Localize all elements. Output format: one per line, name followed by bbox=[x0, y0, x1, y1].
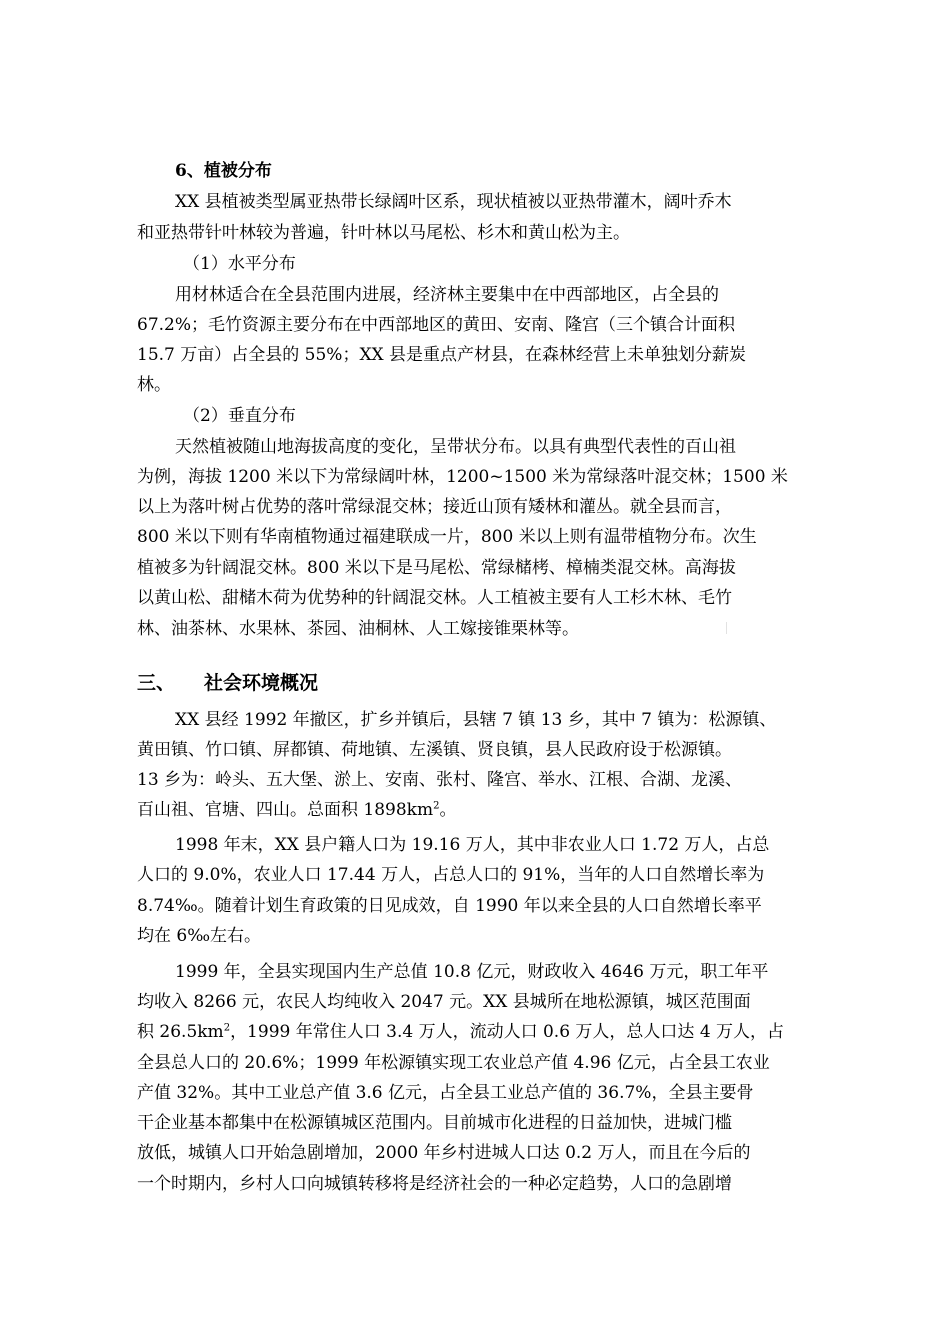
section-number: 三、 bbox=[137, 672, 176, 694]
social-para2-line: 人口的 9.0%，农业人口 17.44 万人，占总人口的 91%，当年的人口自然增长率为 bbox=[137, 865, 765, 885]
margin-mark bbox=[726, 622, 727, 634]
social-para3-line: 放低，城镇人口开始急剧增加，2000 年乡村进城人口达 0.2 万人，而且在今后的 bbox=[137, 1143, 751, 1163]
area-text-tail: 。 bbox=[439, 800, 457, 820]
social-para3-line: 均收入 8266 元，农民人均纯收入 2047 元。XX 县城所在地松源镇，城区范围面 bbox=[137, 992, 751, 1012]
social-para3-line: 一个时期内，乡村人口向城镇转移将是经济社会的一种必定趋势，人口的急剧增 bbox=[137, 1174, 732, 1194]
vertical-heading: （2）垂直分布 bbox=[183, 406, 296, 426]
vertical-line: 以上为落叶树占优势的落叶常绿混交林；接近山顶有矮林和灌丛。就全县而言， bbox=[137, 497, 732, 517]
horizontal-line: 用材林适合在全县范围内进展，经济林主要集中在中西部地区，占全县的 bbox=[175, 285, 719, 305]
city-area-text: 积 26.5km bbox=[137, 1022, 224, 1042]
horizontal-line: 林。 bbox=[137, 375, 171, 395]
social-para1-line bbox=[137, 798, 456, 822]
vegetation-heading: 6、植被分布 bbox=[175, 161, 272, 181]
social-para2-line: 8.74‰。随着计划生育政策的日见成效，自 1990 年以来全县的人口自然增长率平 bbox=[137, 896, 762, 916]
social-para1-line: 13 乡为：岭头、五大堡、淤上、安南、张村、隆宫、举水、江根、合湖、龙溪、 bbox=[137, 770, 743, 790]
vegetation-intro-line: XX 县植被类型属亚热带长绿阔叶区系，现状植被以亚热带灌木，阔叶乔木 bbox=[175, 192, 732, 212]
vertical-line: 天然植被随山地海拔高度的变化，呈带状分布。以具有典型代表性的百山祖 bbox=[175, 437, 736, 457]
social-para3-line: 产值 32%。其中工业总产值 3.6 亿元，占全县工业总产值的 36.7%，全县主要骨 bbox=[137, 1083, 754, 1103]
social-para3-line: 1999 年，全县实现国内生产总值 10.8 亿元，财政收入 4646 万元，职工年平 bbox=[175, 962, 769, 982]
section-title: 社会环境概况 bbox=[204, 672, 319, 694]
horizontal-heading: （1）水平分布 bbox=[183, 254, 296, 274]
city-area-superscript: 2 bbox=[223, 1022, 231, 1034]
social-para1-line: XX 县经 1992 年撤区，扩乡并镇后，县辖 7 镇 13 乡，其中 7 镇为：松源镇、 bbox=[175, 710, 777, 730]
social-para2-line: 1998 年末，XX 县户籍人口为 19.16 万人，其中非农业人口 1.72 万人，占总 bbox=[175, 835, 770, 855]
horizontal-line: 67.2%；毛竹资源主要分布在中西部地区的黄田、安南、隆宫（三个镇合计面积 bbox=[137, 315, 736, 335]
horizontal-line: 15.7 万亩）占全县的 55%；XX 县是重点产材县，在森林经营上未单独划分薪炭 bbox=[137, 345, 747, 365]
social-para3-line: 全县总人口的 20.6%；1999 年松源镇实现工农业总产值 4.96 亿元，占全县工农业 bbox=[137, 1053, 770, 1073]
section-heading bbox=[137, 670, 318, 696]
area-text: 百山祖、官塘、四山。总面积 1898km bbox=[137, 800, 434, 820]
vegetation-intro-line: 和亚热带针叶林较为普遍，针叶林以马尾松、杉木和黄山松为主。 bbox=[137, 223, 630, 243]
social-para1-line: 黄田镇、竹口镇、屏都镇、荷地镇、左溪镇、贤良镇，县人民政府设于松源镇。 bbox=[137, 740, 732, 760]
vertical-line: 林、油茶林、水果林、茶园、油桐林、人工嫁接锥栗林等。 bbox=[137, 619, 579, 639]
vertical-line: 800 米以下则有华南植物通过福建联成一片，800 米以上则有温带植物分布。次生 bbox=[137, 527, 757, 547]
social-para3-line: 干企业基本都集中在松源镇城区范围内。目前城市化进程的日益加快，进城门槛 bbox=[137, 1113, 732, 1133]
vertical-line: 以黄山松、甜槠木荷为优势种的针阔混交林。人工植被主要有人工杉木林、毛竹 bbox=[137, 588, 732, 608]
vertical-line: 植被多为针阔混交林。800 米以下是马尾松、常绿槠栲、樟楠类混交林。高海拔 bbox=[137, 558, 736, 578]
social-para2-line: 均在 6‰左右。 bbox=[137, 926, 262, 946]
city-area-text-tail: ，1999 年常住人口 3.4 万人，流动人口 0.6 万人，总人口达 4 万人，占 bbox=[230, 1022, 785, 1042]
vertical-line: 为例，海拔 1200 米以下为常绿阔叶林，1200~1500 米为常绿落叶混交林；1500 米 bbox=[137, 467, 788, 487]
area-superscript: 2 bbox=[433, 800, 440, 812]
social-para3-line bbox=[137, 1020, 784, 1044]
